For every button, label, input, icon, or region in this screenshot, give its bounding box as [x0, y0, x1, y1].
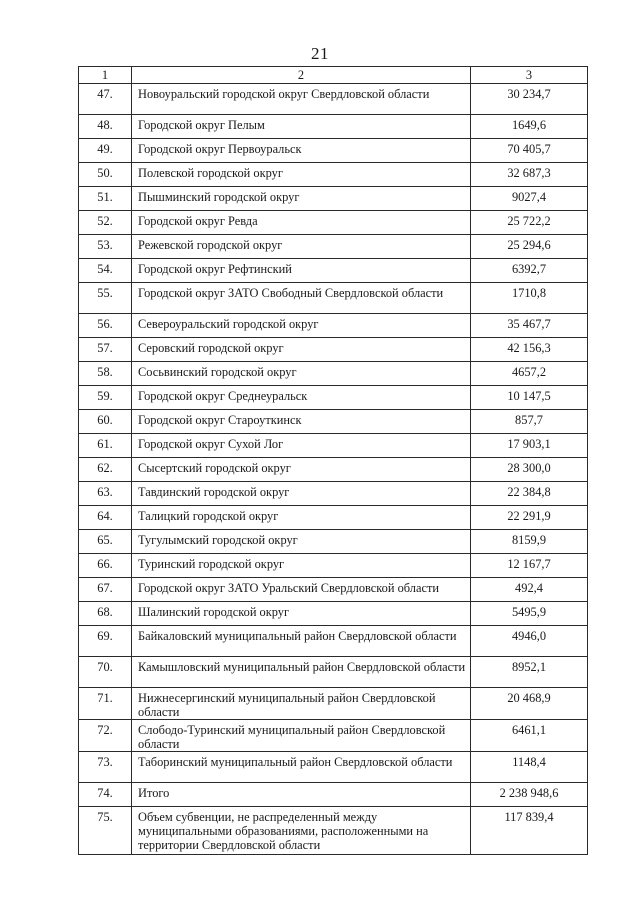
table-row [79, 688, 588, 720]
municipality-name: Слободо-Туринский муниципальный район Свердловской области [132, 720, 471, 752]
table-row [79, 362, 588, 386]
header-cell-1: 1 [79, 67, 132, 84]
municipality-name: Городской округ Ревда [132, 211, 471, 235]
municipality-name: Режевской городской округ [132, 235, 471, 259]
row-number: 57. [79, 338, 132, 362]
subsidy-value: 22 291,9 [471, 506, 588, 530]
table-row [79, 410, 588, 434]
subsidy-value: 6461,1 [471, 720, 588, 752]
municipality-name: Североуральский городской округ [132, 314, 471, 338]
row-number: 59. [79, 386, 132, 410]
table-row [79, 314, 588, 338]
municipality-name: Полевской городской округ [132, 163, 471, 187]
table-row [79, 602, 588, 626]
row-number: 52. [79, 211, 132, 235]
municipality-name: Городской округ Среднеуральск [132, 386, 471, 410]
subsidy-value: 12 167,7 [471, 554, 588, 578]
municipality-name: Новоуральский городской округ Свердловской области [132, 84, 471, 115]
subsidy-value: 22 384,8 [471, 482, 588, 506]
table-row [79, 720, 588, 752]
table-row [79, 554, 588, 578]
subsidy-value: 28 300,0 [471, 458, 588, 482]
municipality-name: Городской округ Сухой Лог [132, 434, 471, 458]
table-row [79, 139, 588, 163]
table-row [79, 187, 588, 211]
municipality-name: Талицкий городской округ [132, 506, 471, 530]
table-row [79, 386, 588, 410]
table-row [79, 530, 588, 554]
subsidy-value: 25 722,2 [471, 211, 588, 235]
table-row [79, 338, 588, 362]
row-number: 61. [79, 434, 132, 458]
municipality-name: Туринский городской округ [132, 554, 471, 578]
municipality-name: Городской округ Пелым [132, 115, 471, 139]
row-number: 50. [79, 163, 132, 187]
table-row [79, 84, 588, 115]
table-row [79, 259, 588, 283]
row-number: 74. [79, 783, 132, 807]
table-row [79, 211, 588, 235]
row-number: 70. [79, 657, 132, 688]
subsidy-value: 1710,8 [471, 283, 588, 314]
subsidy-value: 32 687,3 [471, 163, 588, 187]
table-row [79, 115, 588, 139]
subsidy-value: 35 467,7 [471, 314, 588, 338]
table-row [79, 235, 588, 259]
row-number: 63. [79, 482, 132, 506]
row-number: 49. [79, 139, 132, 163]
subsidy-value: 42 156,3 [471, 338, 588, 362]
table-row [79, 807, 588, 855]
municipality-name: Нижнесергинский муниципальный район Свердловской области [132, 688, 471, 720]
municipality-name: Городской округ Первоуральск [132, 139, 471, 163]
row-number: 51. [79, 187, 132, 211]
total-label: Итого [132, 783, 471, 807]
table-row [79, 752, 588, 783]
row-number: 58. [79, 362, 132, 386]
page-number: 21 [311, 44, 329, 63]
undistributed-subsidy-label: Объем субвенции, не распределенный между муниципальными образованиями, расположенными на территории Свердловской области [132, 807, 471, 855]
undistributed-subsidy-value: 117 839,4 [471, 807, 588, 855]
municipality-name: Шалинский городской округ [132, 602, 471, 626]
row-number: 75. [79, 807, 132, 855]
subsidy-value: 857,7 [471, 410, 588, 434]
row-number: 71. [79, 688, 132, 720]
subsidy-value: 25 294,6 [471, 235, 588, 259]
subsidy-value: 4946,0 [471, 626, 588, 657]
subsidy-value: 70 405,7 [471, 139, 588, 163]
row-number: 64. [79, 506, 132, 530]
subsidy-value: 20 468,9 [471, 688, 588, 720]
row-number: 73. [79, 752, 132, 783]
subsidy-value: 1649,6 [471, 115, 588, 139]
row-number: 66. [79, 554, 132, 578]
table-row [79, 458, 588, 482]
row-number: 65. [79, 530, 132, 554]
municipality-name: Городской округ ЗАТО Уральский Свердловской области [132, 578, 471, 602]
subsidy-value: 6392,7 [471, 259, 588, 283]
row-number: 55. [79, 283, 132, 314]
municipality-name: Тавдинский городской округ [132, 482, 471, 506]
municipality-name: Пышминский городской округ [132, 187, 471, 211]
row-number: 72. [79, 720, 132, 752]
row-number: 62. [79, 458, 132, 482]
municipality-name: Серовский городской округ [132, 338, 471, 362]
municipality-name: Тугулымский городской округ [132, 530, 471, 554]
total-value: 2 238 948,6 [471, 783, 588, 807]
table-row [79, 482, 588, 506]
subsidy-value: 8159,9 [471, 530, 588, 554]
row-number: 48. [79, 115, 132, 139]
municipality-name: Городской округ Рефтинский [132, 259, 471, 283]
header-cell-2: 2 [132, 67, 471, 84]
table-header-row [79, 67, 588, 84]
row-number: 56. [79, 314, 132, 338]
subsidy-value: 1148,4 [471, 752, 588, 783]
subsidy-value: 30 234,7 [471, 84, 588, 115]
municipality-name: Сысертский городской округ [132, 458, 471, 482]
row-number: 69. [79, 626, 132, 657]
municipality-name: Городской округ ЗАТО Свободный Свердловской области [132, 283, 471, 314]
row-number: 68. [79, 602, 132, 626]
subsidy-value: 8952,1 [471, 657, 588, 688]
subsidy-value: 9027,4 [471, 187, 588, 211]
row-number: 47. [79, 84, 132, 115]
table-row [79, 626, 588, 657]
table-row-total [79, 783, 588, 807]
row-number: 53. [79, 235, 132, 259]
municipality-name: Байкаловский муниципальный район Свердловской области [132, 626, 471, 657]
table-row [79, 163, 588, 187]
subsidy-value: 5495,9 [471, 602, 588, 626]
row-number: 60. [79, 410, 132, 434]
municipality-name: Таборинский муниципальный район Свердловской области [132, 752, 471, 783]
table-row [79, 578, 588, 602]
municipality-name: Камышловский муниципальный район Свердловской области [132, 657, 471, 688]
table-row [79, 434, 588, 458]
table-row [79, 506, 588, 530]
subsidy-value: 4657,2 [471, 362, 588, 386]
table-row [79, 283, 588, 314]
row-number: 67. [79, 578, 132, 602]
row-number: 54. [79, 259, 132, 283]
subsidy-value: 492,4 [471, 578, 588, 602]
header-cell-3: 3 [471, 67, 588, 84]
subsidy-value: 10 147,5 [471, 386, 588, 410]
subsidy-table [78, 66, 588, 855]
municipality-name: Сосьвинский городской округ [132, 362, 471, 386]
subsidy-value: 17 903,1 [471, 434, 588, 458]
table-row [79, 657, 588, 688]
municipality-name: Городской округ Староуткинск [132, 410, 471, 434]
